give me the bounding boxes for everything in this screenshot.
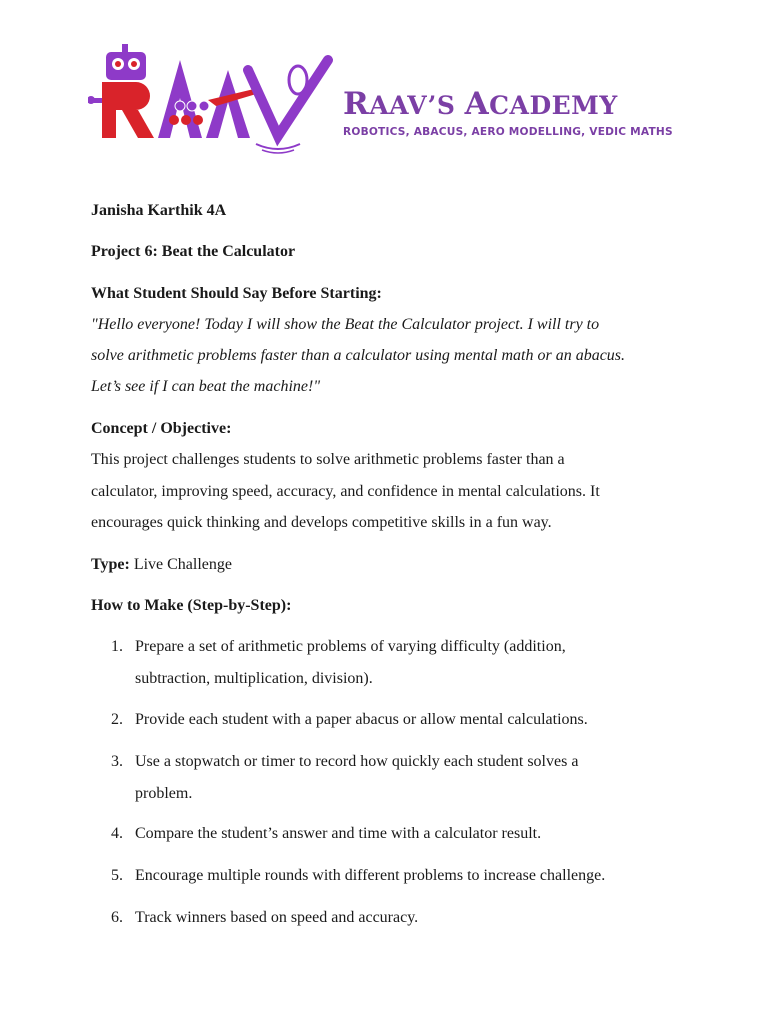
steps-heading: How to Make (Step-by-Step): bbox=[91, 597, 292, 614]
concept-line: calculator, improving speed, accuracy, and confidence in mental calculations. It bbox=[91, 483, 600, 500]
step-text: subtraction, multiplication, division). bbox=[135, 670, 373, 687]
student-name: Janisha Karthik 4A bbox=[91, 202, 227, 219]
step-text: Provide each student with a paper abacus or allow mental calculations. bbox=[135, 711, 588, 728]
step-text: Prepare a set of arithmetic problems of varying difficulty (addition, bbox=[135, 638, 566, 655]
academy-name: RAAV’S ACADEMY bbox=[343, 86, 618, 122]
step-number: 3. bbox=[111, 753, 123, 770]
intro-line: solve arithmetic problems faster than a calculator using mental math or an abacus. bbox=[91, 347, 626, 364]
raavs-logo-icon bbox=[88, 40, 338, 158]
step-number: 6. bbox=[111, 909, 123, 926]
step-text: problem. bbox=[135, 785, 193, 802]
concept-line: This project challenges students to solve arithmetic problems faster than a bbox=[91, 451, 565, 468]
step-text: Use a stopwatch or timer to record how quickly each student solves a bbox=[135, 753, 579, 770]
intro-heading: What Student Should Say Before Starting: bbox=[91, 285, 382, 302]
type-row bbox=[91, 555, 232, 575]
step-number: 5. bbox=[111, 867, 123, 884]
intro-line: "Hello everyone! Today I will show the Beat the Calculator project. I will try to bbox=[91, 316, 600, 333]
concept-line: encourages quick thinking and develops competitive skills in a fun way. bbox=[91, 514, 552, 531]
academy-tagline: ROBOTICS, ABACUS, AERO MODELLING, VEDIC MATHS bbox=[343, 126, 673, 138]
step-number: 1. bbox=[111, 638, 123, 655]
type-value: Live Challenge bbox=[129, 556, 232, 573]
concept-heading: Concept / Objective: bbox=[91, 420, 232, 437]
step-number: 2. bbox=[111, 711, 123, 728]
type-label: Type: bbox=[91, 556, 130, 573]
step-text: Track winners based on speed and accuracy. bbox=[135, 909, 419, 926]
academy-header bbox=[88, 40, 688, 160]
step-number: 4. bbox=[111, 825, 123, 842]
project-title: Project 6: Beat the Calculator bbox=[91, 243, 296, 260]
intro-line: Let’s see if I can beat the machine!" bbox=[91, 378, 321, 395]
step-text: Encourage multiple rounds with different problems to increase challenge. bbox=[135, 867, 606, 884]
step-text: Compare the student’s answer and time with a calculator result. bbox=[135, 825, 542, 842]
